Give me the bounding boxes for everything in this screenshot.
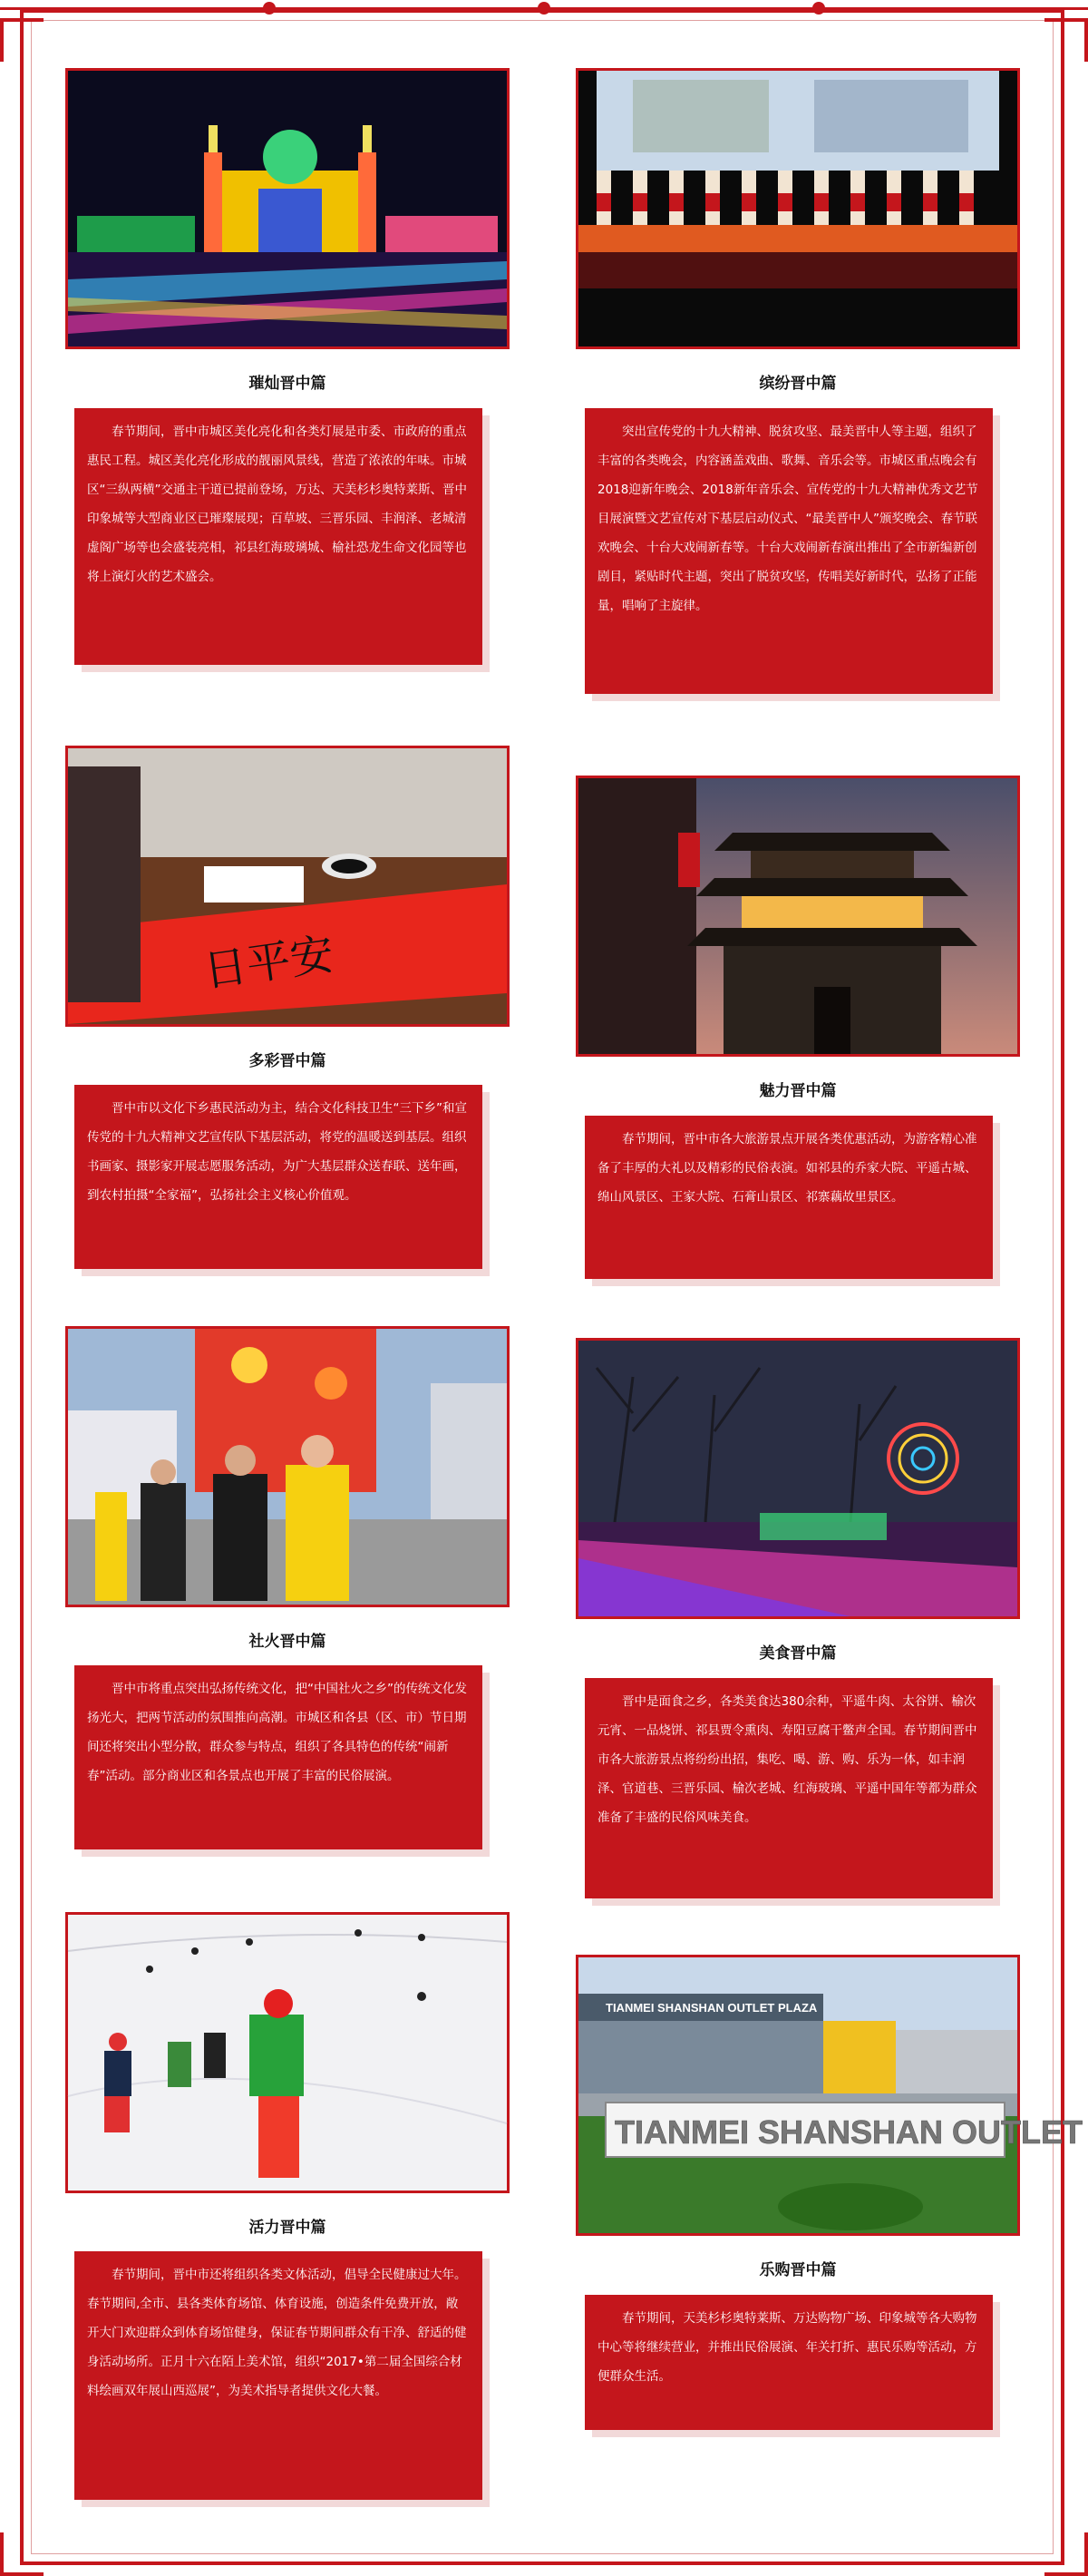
section-title: 璀灿晋中篇 [248,375,326,393]
corner-top-left [0,18,44,62]
photo-drum-tower [576,776,1020,1057]
section-title: 缤纷晋中篇 [759,375,837,393]
corner-top-right [1044,18,1088,62]
photo-outlet-plaza [576,1955,1083,2236]
photo-ski-resort [65,1912,510,2193]
photo-calligraphy [65,746,510,1027]
photo-lantern-palace [65,68,510,349]
section-title: 社火晋中篇 [248,1633,326,1651]
calligraphy-text: 日平安 [200,928,337,998]
section-description: 春节期间，晋中市还将组织各类文体活动，倡导全民健康过大年。春节期间,全市、县各类体育场馆、体育设施，创造条件免费开放，敞开大门欢迎群众到体育场馆健身，保证春节期间群众有干净、舒适的健身活动场所。正月十六在陌上美术馆，组织“2017•第二届全国综合材料绘画双年展山西巡展”，为美术指导者提供文化大餐。 [74,2251,482,2500]
section-title: 乐购晋中篇 [759,2261,837,2279]
section-description: 晋中市将重点突出弘扬传统文化，把“中国社火之乡”的传统文化发扬光大，把两节活动的氛围推向高潮。市城区和各县（区、市）节日期间还将突出小型分散，群众参与特点，组织了各具特色的传统“闹新春”活动。部分商业区和各景点也开展了丰富的民俗展演。 [74,1665,482,1849]
outlet-sign-text: TIANMEI SHANSHAN OUTLET PLAZA [606,2001,818,2015]
corner-bottom-left [0,2532,44,2576]
section-title: 多彩晋中篇 [248,1052,326,1070]
section-title: 魅力晋中篇 [759,1082,837,1100]
outlet-big-text: TIANMEI SHANSHAN OUTLET [615,2113,1083,2151]
section-description: 春节期间，晋中市城区美化亮化和各类灯展是市委、市政府的重点惠民工程。城区美化亮化形成的靓丽风景线，营造了浓浓的年味。市城区“三纵两横”交通主干道已提前登场，万达、天美杉杉奥特莱斯、晋中印象城等大型商业区已璀璨展现；百草坡、三晋乐园、丰润泽、老城清虚阁广场等也会盛装亮相，祁县红海玻璃城、榆社恐龙生命文化园等也将上演灯火的艺术盛会。 [74,408,482,665]
corner-bottom-right [1044,2532,1088,2576]
section-description: 晋中是面食之乡，各类美食达380余种，平遥牛肉、太谷饼、榆次元宵、一品烧饼、祁县贾令熏肉、寿阳豆腐干鳖声全国。春节期间晋中市各大旅游景点将纷纷出招，集吃、喝、游、购、乐为一体，如丰润泽、官道巷、三晋乐园、榆次老城、红海玻璃、平遥中国年等都为群众准备了丰盛的民俗风味美食。 [585,1678,993,1898]
section-description: 突出宣传党的十九大精神、脱贫攻坚、最美晋中人等主题，组织了丰富的各类晚会，内容涵盖戏曲、歌舞、音乐会等。市城区重点晚会有2018迎新年晚会、2018新年音乐会、宣传党的十九大精神优秀文艺节目展演暨文艺宣传对下基层启动仪式、“最美晋中人”颁奖晚会、春节联欢晚会、十台大戏闹新春等。十台大戏闹新春演出推出了全市新编新创剧目，紧贴时代主题，突出了脱贫攻坚，传唱美好新时代，弘扬了正能量，唱响了主旋律。 [585,408,993,694]
section-description: 晋中市以文化下乡惠民活动为主，结合文化科技卫生“三下乡”和宣传党的十九大精神文艺宣传队下基层活动，将党的温暖送到基层。组织书画家、摄影家开展志愿服务活动，为广大基层群众送春联、送年画，到农村拍摄“全家福”，弘扬社会主义核心价值观。 [74,1085,482,1269]
photo-shehuo-parade [65,1326,510,1607]
section-title: 活力晋中篇 [248,2219,326,2237]
photo-light-festival [576,1338,1020,1619]
section-description: 春节期间，天美杉杉奥特莱斯、万达购物广场、印象城等各大购物中心等将继续营业，并推出民俗展演、年关打折、惠民乐购等活动，方便群众生活。 [585,2295,993,2430]
section-description: 春节期间，晋中市各大旅游景点开展各类优惠活动，为游客精心准备了丰厚的大礼以及精彩的民俗表演。如祁县的乔家大院、平遥古城、绵山风景区、王家大院、石膏山景区、祁寨藕故里景区。 [585,1116,993,1279]
section-title: 美食晋中篇 [759,1644,837,1663]
photo-stage-performance [576,68,1020,349]
